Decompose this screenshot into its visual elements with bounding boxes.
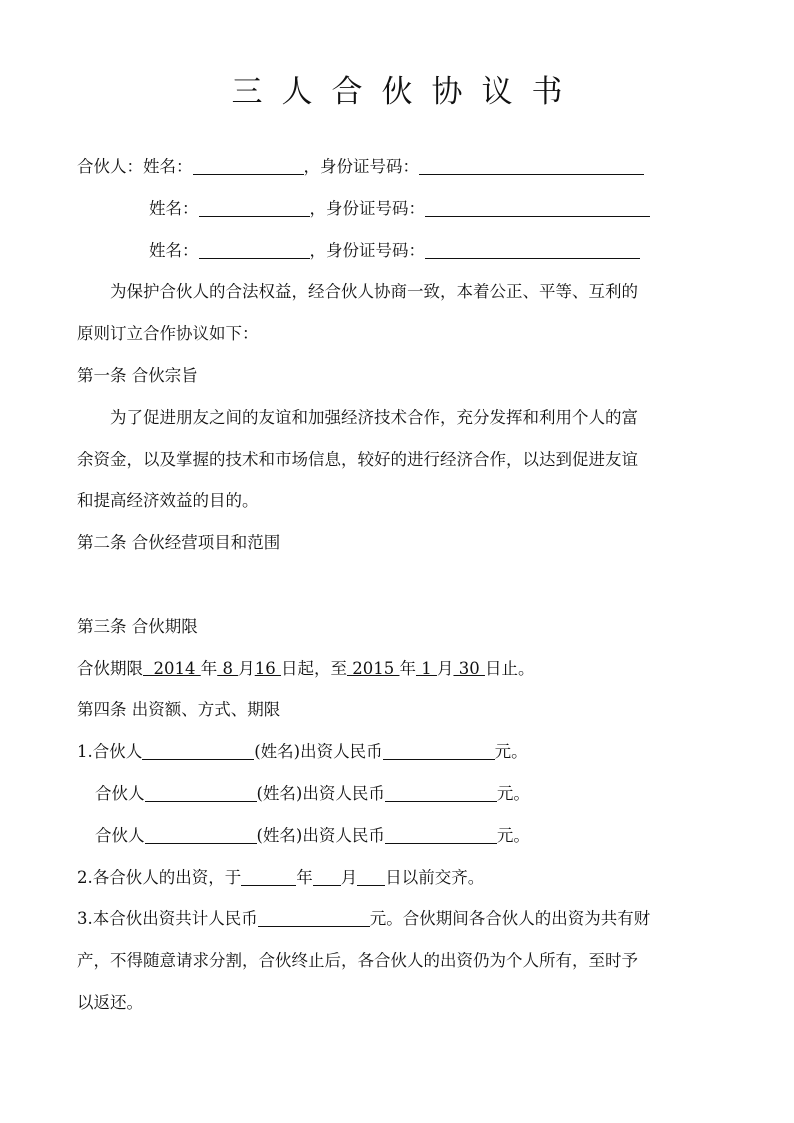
year-blank[interactable]	[241, 866, 296, 885]
id-blank[interactable]	[425, 198, 650, 217]
contribution-line: 合伙人 (姓名)出资人民币 元。	[95, 783, 530, 803]
amount-blank[interactable]	[385, 783, 497, 802]
end-month[interactable]: 1	[415, 658, 437, 678]
preamble-line: 原则订立合作协议如下：	[77, 324, 259, 344]
article4-text: 产，不得随意请求分割，合伙终止后，各合伙人的出资仍为个人所有，至时予	[77, 951, 638, 971]
article3-heading: 第三条 合伙期限	[77, 616, 198, 636]
partner-name-blank[interactable]	[142, 741, 254, 760]
contribution-line: 合伙人 (姓名)出资人民币 元。	[95, 825, 530, 845]
partner-line-2: 姓名： ，身份证号码：	[77, 188, 717, 230]
term-line: 合伙期限 2014 年 8 月16 日起，至 2015 年 1 月 30 日止。	[77, 658, 535, 678]
amount-blank[interactable]	[383, 741, 495, 760]
article1-text: 余资金，以及掌握的技术和市场信息，较好的进行经济合作，以达到促进友谊	[77, 449, 638, 469]
partner-name-blank[interactable]	[145, 825, 257, 844]
article4-heading: 第四条 出资额、方式、期限	[77, 700, 281, 720]
article1-heading: 第一条 合伙宗旨	[77, 365, 198, 385]
article1-text: 为了促进朋友之间的友谊和加强经济技术合作，充分发挥和利用个人的富	[110, 407, 638, 427]
article4-text: 以返还。	[77, 992, 143, 1012]
preamble-line: 为保护合伙人的合法权益，经合伙人协商一致，本着公正、平等、互利的	[110, 282, 638, 302]
name-blank[interactable]	[199, 198, 310, 217]
name-blank[interactable]	[193, 156, 304, 175]
article1-text: 和提高经济效益的目的。	[77, 491, 259, 511]
start-year[interactable]: 2014	[143, 658, 201, 678]
partner-line-1: 合伙人：姓名： ，身份证号码：	[77, 146, 717, 188]
day-blank[interactable]	[357, 866, 385, 885]
article2-blank-space	[77, 564, 717, 606]
amount-blank[interactable]	[385, 825, 497, 844]
name-blank[interactable]	[199, 239, 310, 258]
partner-name-blank[interactable]	[145, 783, 257, 802]
contribution-line: 1.合伙人 (姓名)出资人民币 元。	[77, 742, 528, 762]
id-blank[interactable]	[419, 156, 644, 175]
start-day[interactable]: 16	[254, 658, 281, 678]
end-year[interactable]: 2015	[346, 658, 400, 678]
payment-deadline-line: 2.各合伙人的出资，于 年 月 日以前交齐。	[77, 867, 485, 887]
total-amount-blank[interactable]	[258, 908, 370, 927]
document-title: 三人合伙协议书	[231, 74, 582, 110]
total-contribution-line: 3.本合伙出资共计人民币 元。合伙期间各合伙人的出资为共有财	[77, 909, 651, 929]
article2-heading: 第二条 合伙经营项目和范围	[77, 533, 281, 553]
start-month[interactable]: 8	[217, 658, 239, 678]
partner-line-3: 姓名： ，身份证号码：	[77, 230, 717, 272]
end-day[interactable]: 30	[453, 658, 485, 678]
month-blank[interactable]	[313, 866, 341, 885]
id-blank[interactable]	[425, 239, 640, 258]
document-body	[77, 146, 717, 1024]
